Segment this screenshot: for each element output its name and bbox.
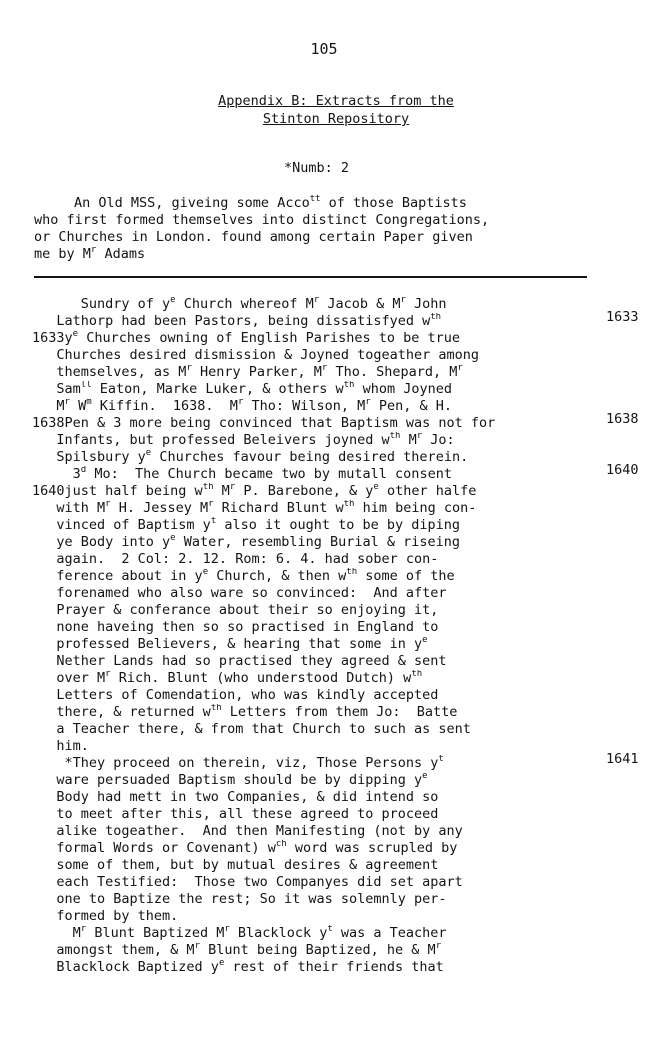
- body-line: amongst them, & $M^r$ Blunt being Baptized, he & $M^r$: [32, 942, 442, 958]
- superscript: r: [90, 245, 97, 255]
- body-line: alike togeather. And then Manifesting (not by any: [32, 823, 463, 839]
- body-line: formed by them.: [32, 908, 179, 924]
- superscript: r: [105, 500, 111, 509]
- superscript: th: [210, 704, 222, 713]
- superscript: t: [327, 925, 333, 934]
- superscript: e: [218, 959, 225, 968]
- superscript: th: [430, 313, 442, 322]
- margin-year: 1641: [606, 751, 639, 767]
- superscript: th: [389, 432, 401, 441]
- superscript: r: [194, 942, 200, 951]
- superscript: e: [72, 330, 79, 339]
- body-line: with $M^r$ H. Jessey $M^r$ Richard Blunt $w^{th}$ him being con-: [32, 500, 477, 516]
- body-line: Infants, but professed Beleivers joyned $w^{th}$ $M^r$ Jo:: [32, 432, 455, 448]
- body-line: $1633y^e$ Churches owning of English Parishes to be true: [32, 330, 461, 346]
- superscript: r: [186, 364, 192, 373]
- body-line: *They proceed on therein, viz, Those Persons $y^t$: [32, 755, 444, 771]
- body-line: ference about in $y^e$ Church, & then $w^{th}$ some of the: [32, 568, 455, 584]
- body-line: Sam$^{ll}$ Eaton, Marke Luker, & others $w^{th}$ whom Joyned: [32, 381, 452, 397]
- body-line: $M^r$ $W^m$ Kiffin. 1638. $M^r$ Tho: Wilson, $M^r$ Pen, & H.: [32, 398, 452, 414]
- body-line: formal Words or Covenant) $w^{ch}$ word was scrupled by: [32, 840, 458, 856]
- superscript: ch: [275, 840, 287, 849]
- body-line: vinced of Baptism $y^t$ also it ought to be by diping: [32, 517, 461, 533]
- superscript: e: [145, 449, 152, 458]
- superscript: r: [457, 364, 463, 373]
- superscript: e: [422, 772, 428, 781]
- superscript: ll: [80, 381, 92, 390]
- body-line: Churches desired dismission & Joyned togeather among: [32, 347, 480, 363]
- superscript: e: [422, 636, 428, 645]
- superscript: r: [64, 398, 70, 407]
- margin-year: 1640: [606, 462, 639, 478]
- divider-rule: [34, 276, 587, 278]
- superscript: d: [80, 466, 87, 475]
- body-line: Blacklock Baptized $y^e$ rest of their friends that: [32, 959, 444, 975]
- superscript: th: [343, 381, 355, 390]
- body-line: to meet after this, all these agreed to proceed: [32, 806, 439, 822]
- body-line: some of them, but by mutual desires & agreement: [32, 857, 439, 873]
- superscript: r: [105, 670, 111, 679]
- body-line: Letters of Comendation, who was kindly accepted: [32, 687, 439, 703]
- superscript: r: [224, 925, 230, 934]
- superscript: r: [80, 925, 87, 934]
- superscript: th: [202, 483, 214, 492]
- intro-line: me by $M^r$ Adams: [34, 245, 146, 262]
- body-line: one to Baptize the rest; So it was solemnly per-: [32, 891, 447, 907]
- superscript: r: [208, 500, 214, 509]
- superscript: th: [411, 670, 423, 679]
- body-line: forenamed who also ware so convinced: And after: [32, 585, 447, 601]
- superscript: t: [438, 755, 444, 764]
- superscript: r: [435, 942, 442, 951]
- superscript: th: [343, 500, 355, 509]
- body-line: Sundry of $y^e$ Church whereof $M^r$ Jacob & $M^r$ John: [32, 296, 447, 312]
- page-number: 105: [310, 40, 338, 58]
- superscript: m: [86, 398, 92, 407]
- body-line: $M^r$ Blunt Baptized $M^r$ Blacklock $y^t$ was a Teacher: [32, 925, 447, 941]
- superscript: r: [400, 296, 406, 305]
- superscript: r: [229, 483, 236, 492]
- body-line: him.: [32, 738, 89, 754]
- body-line: professed Believers, & hearing that some in $y^e$: [32, 636, 428, 652]
- body-line: there, & returned $w^{th}$ Letters from them Jo: Batte: [32, 704, 458, 720]
- body-line: Prayer & conferance about their so enjoying it,: [32, 602, 439, 618]
- appendix-subtitle: Stinton Repository: [262, 111, 410, 127]
- body-line: each Testified: Those two Companyes did set apart: [32, 874, 463, 890]
- margin-year: 1633: [606, 309, 639, 325]
- intro-line: or Churches in London. found among certain Paper given: [34, 229, 473, 245]
- body-line: over $M^r$ Rich. Blunt (who understood Dutch) $w^{th}$: [32, 670, 423, 686]
- superscript: r: [365, 398, 371, 407]
- superscript: e: [202, 568, 209, 577]
- body-line: a Teacher there, & from that Church to such as sent: [32, 721, 471, 737]
- body-line: Nether Lands had so practised they agreed & sent: [32, 653, 447, 669]
- superscript: r: [321, 364, 328, 373]
- body-line: none haveing then so so practised in England to: [32, 619, 439, 635]
- superscript: r: [237, 398, 244, 407]
- intro-line: who first formed themselves into distinct Congregations,: [34, 212, 490, 228]
- body-line: Body had mett in two Companies, & did intend so: [32, 789, 439, 805]
- body-line: 3$^d$ Mo: The Church became two by mutall consent: [32, 466, 452, 482]
- superscript: t: [210, 517, 217, 526]
- superscript: e: [170, 296, 176, 305]
- numb-label: *Numb: 2: [284, 160, 350, 176]
- intro-line: An Old MSS, giveing some Acco$^{tt}$ of those Baptists: [74, 194, 467, 211]
- body-line: Spilsbury $y^e$ Churches favour being desired therein.: [32, 449, 469, 465]
- body-line: Lathorp had been Pastors, being dissatisfyed $w^{th}$: [32, 313, 442, 329]
- superscript: r: [416, 432, 423, 441]
- body-line: again. 2 Col: 2. 12. Rom: 6. 4. had sober con-: [32, 551, 439, 567]
- appendix-title: Appendix B: Extracts from the: [218, 93, 454, 109]
- margin-year: 1638: [606, 411, 639, 427]
- superscript: th: [346, 568, 358, 577]
- superscript: e: [170, 534, 176, 543]
- superscript: tt: [309, 194, 321, 204]
- body-line: themselves, as $M^r$ Henry Parker, $M^r$ Tho. Shepard, $M^r$: [32, 364, 463, 380]
- body-line: 1640just half being $w^{th}$ $M^r$ P. Barebone, & $y^e$ other halfe: [32, 483, 477, 499]
- superscript: r: [313, 296, 320, 305]
- body-line: 1638Pen & 3 more being convinced that Baptism was not for: [32, 415, 496, 431]
- superscript: e: [373, 483, 379, 492]
- body-line: ware persuaded Baptism should be by dipping $y^e$: [32, 772, 428, 788]
- body-line: ye Body into $y^e$ Water, resembling Burial & riseing: [32, 534, 461, 550]
